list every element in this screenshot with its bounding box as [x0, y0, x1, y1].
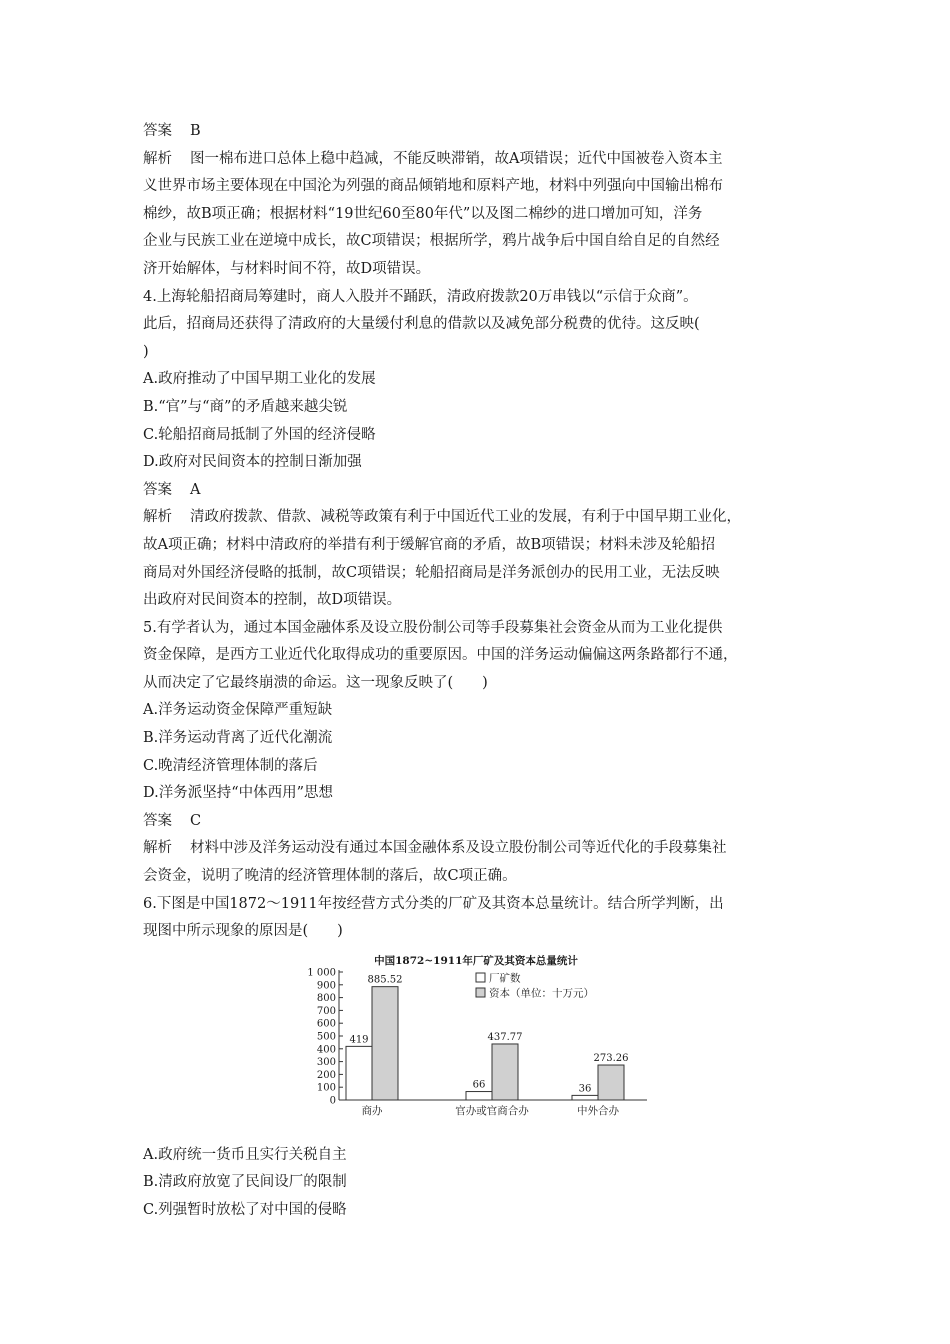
option-b: B.洋务运动背离了近代化潮流 — [143, 730, 333, 747]
analysis-label: 解析 — [143, 509, 172, 526]
x-tick-label: 商办 — [361, 1104, 383, 1117]
analysis-line: 故A项正确；材料中清政府的举措有利于缓解官商的矛盾，故B项错误；材料未涉及轮船招 — [143, 536, 716, 553]
answer-value: A — [190, 481, 201, 498]
bar-capital — [598, 1065, 624, 1100]
legend-swatch — [476, 988, 485, 997]
question-stem: 5.有学者认为，通过本国金融体系及设立股份制公司等手段募集社会资金从而为工业化提供 — [143, 619, 723, 636]
bar-factory-count — [466, 1091, 492, 1099]
option-b: B.“官”与“商”的矛盾越来越尖锐 — [143, 398, 348, 415]
x-tick-label: 官办或官商合办 — [455, 1104, 529, 1117]
answer-line — [143, 808, 823, 836]
bar-factory-count — [346, 1046, 372, 1100]
analysis-line — [143, 504, 823, 532]
answer-value: C — [190, 812, 202, 829]
analysis-label: 解析 — [143, 840, 172, 857]
analysis-line: 济开始解体，与材料时间不符，故D项错误。 — [143, 260, 431, 277]
answer-line — [143, 118, 823, 146]
analysis-line: 义世界市场主要体现在中国沦为列强的商品倾销地和原料产地，材料中列强向中国输出棉布 — [143, 178, 723, 195]
x-tick-label: 中外合办 — [577, 1104, 619, 1117]
data-label: 273.26 — [593, 1052, 629, 1064]
answer-value: B — [190, 123, 201, 139]
question-stem: 4.上海轮船招商局筹建时，商人入股并不踊跃，清政府拨款20万串钱以“示信于众商”。 — [143, 288, 698, 305]
option-a: A.政府统一货币且实行关税自主 — [143, 1146, 347, 1163]
y-tick-label: 100 — [316, 1082, 336, 1094]
analysis-line: 会资金，说明了晚清的经济管理体制的落后，故C项正确。 — [143, 868, 517, 885]
analysis-line: 企业与民族工业在逆境中成长，故C项错误；根据所学，鸦片战争后中国自给自足的自然经 — [143, 233, 720, 250]
option-c: C.晚清经济管理体制的落后 — [143, 757, 318, 774]
analysis-line: 出政府对民间资本的控制，故D项错误。 — [143, 592, 402, 609]
option-c: C.列强暂时放松了对中国的侵略 — [143, 1202, 347, 1218]
analysis-line — [143, 146, 823, 174]
bar-capital — [372, 986, 398, 1099]
data-label: 36 — [578, 1083, 592, 1095]
option-d: D.洋务派坚持“中体西用”思想 — [143, 785, 334, 802]
legend-swatch — [476, 973, 485, 982]
y-tick-label: 700 — [316, 1005, 336, 1017]
option-b: B.清政府放宽了民间设厂的限制 — [143, 1174, 347, 1191]
question-stem: 从而决定了它最终崩溃的命运。这一现象反映了( ) — [143, 674, 488, 691]
y-tick-label: 600 — [316, 1018, 336, 1030]
option-d: D.政府对民间资本的控制日渐加强 — [143, 454, 362, 471]
analysis-text: 材料中涉及洋务运动没有通过本国金融体系及设立股份制公司等近代化的手段募集社 — [190, 840, 727, 857]
y-tick-label: 200 — [316, 1069, 336, 1081]
question-stem: 资金保障，是西方工业近代化取得成功的重要原因。中国的洋务运动偏偏这两条路都行不通， — [143, 647, 738, 664]
analysis-text: 清政府拨款、借款、减税等政策有利于中国近代工业的发展，有利于中国早期工业化， — [190, 509, 741, 526]
analysis-line: 棉纱，故B项正确；根据材料“19世纪60至80年代”以及图二棉纱的进口增加可知，洋务 — [143, 205, 703, 222]
question-stem: ) — [143, 343, 149, 360]
data-label: 66 — [472, 1079, 486, 1091]
option-a: A.政府推动了中国早期工业化的发展 — [143, 371, 376, 388]
y-tick-label: 900 — [316, 980, 336, 992]
data-label: 885.52 — [367, 974, 403, 986]
chart-title: 中国1872~1911年厂矿及其资本总量统计 — [374, 954, 578, 967]
answer-label: 答案 — [143, 812, 172, 829]
answer-label: 答案 — [143, 123, 172, 139]
answer-label: 答案 — [143, 481, 172, 498]
data-label: 437.77 — [487, 1031, 523, 1043]
data-label: 419 — [349, 1034, 369, 1046]
y-tick-label: 400 — [316, 1044, 336, 1056]
bar-chart — [291, 952, 661, 1142]
question-stem: 现图中所示现象的原因是( ) — [143, 923, 343, 940]
bar-capital — [492, 1044, 518, 1100]
bar-chart-svg — [291, 952, 661, 1142]
question-stem: 6.下图是中国1872～1911年按经营方式分类的厂矿及其资本总量统计。结合所学判断，出 — [143, 895, 724, 912]
y-tick-label: 500 — [316, 1031, 336, 1043]
option-c: C.轮船招商局抵制了外国的经济侵略 — [143, 426, 376, 443]
answer-line — [143, 477, 823, 505]
analysis-text: 图一棉布进口总体上稳中趋减，不能反映滞销，故A项错误；近代中国被卷入资本主 — [190, 150, 723, 167]
legend-label: 厂矿数 — [489, 972, 521, 985]
analysis-line — [143, 835, 823, 863]
bar-factory-count — [572, 1095, 598, 1100]
analysis-line: 商局对外国经济侵略的抵制，故C项错误；轮船招商局是洋务派创办的民用工业，无法反映 — [143, 564, 720, 581]
question-stem: 此后，招商局还获得了清政府的大量缓付利息的借款以及减免部分税费的优待。这反映( — [143, 316, 700, 333]
analysis-label: 解析 — [143, 150, 172, 167]
y-tick-label: 1 000 — [307, 967, 336, 979]
y-tick-label: 0 — [329, 1095, 336, 1107]
y-tick-label: 800 — [316, 992, 336, 1004]
option-a: A.洋务运动资金保障严重短缺 — [143, 702, 333, 719]
y-tick-label: 300 — [316, 1056, 336, 1068]
legend-label: 资本（单位：十万元） — [489, 987, 594, 1000]
exam-page — [143, 118, 823, 1225]
